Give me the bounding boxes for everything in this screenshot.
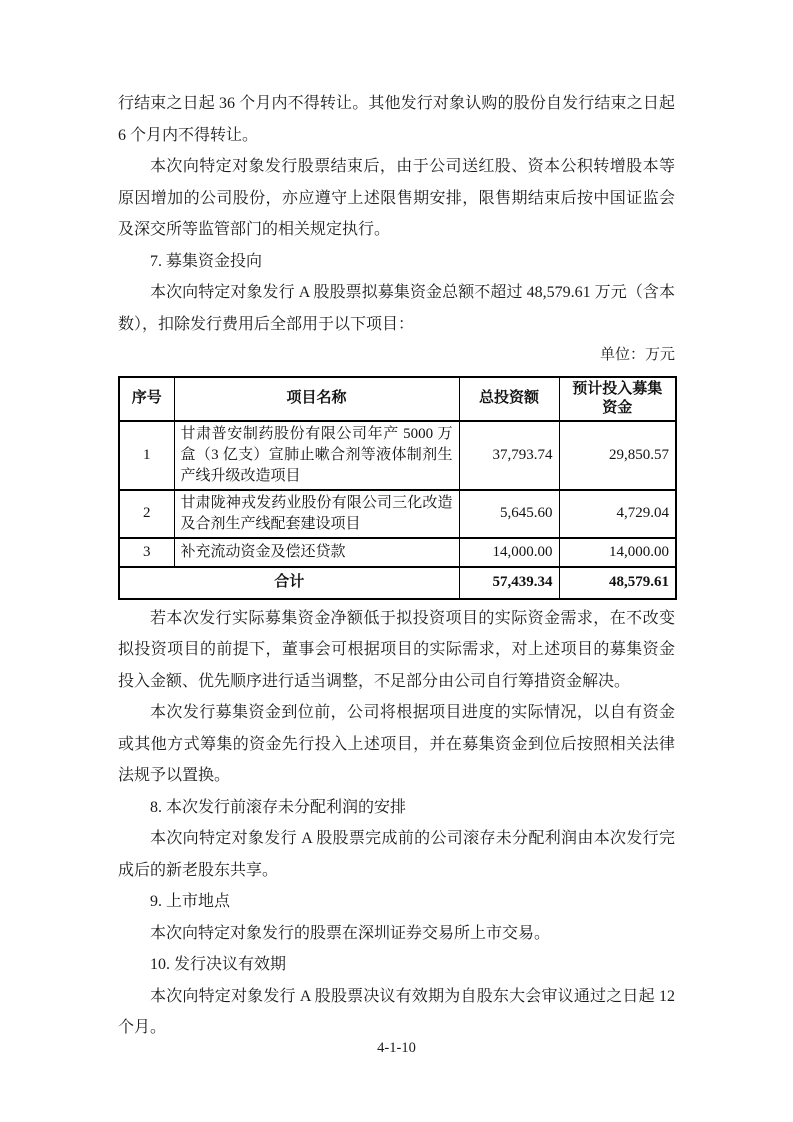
column-header-project-name: 项目名称 xyxy=(174,377,459,421)
column-header-no: 序号 xyxy=(119,377,174,421)
table-total-row xyxy=(119,567,676,599)
cell-row2-no: 2 xyxy=(119,490,174,538)
cell-row3-total-investment: 14,000.00 xyxy=(459,538,559,567)
cell-row2-raised-funds: 4,729.04 xyxy=(559,490,676,538)
heading-section-7: 7. 募集资金投向 xyxy=(150,252,263,270)
para-prefund-replacement: 本次发行募集资金到位前，公司将根据项目进度的实际情况，以自有资金或其他方式筹集的资金先行投入上述项目，并在募集资金到位后按照相关法律法规予以置换。 xyxy=(118,704,675,784)
cell-raised-funds-sum: 48,579.61 xyxy=(559,567,676,599)
para-raise-total: 本次向特定对象发行 A 股股票拟募集资金总额不超过 48,579.61 万元（含本数），扣除发行费用后全部用于以下项目： xyxy=(118,284,675,333)
cell-row1-no: 1 xyxy=(119,421,174,490)
heading-section-9: 9. 上市地点 xyxy=(150,893,231,910)
unit-label: 单位：万元 xyxy=(599,347,675,363)
column-header-raised-funds: 预计投入募集资金 xyxy=(559,377,676,421)
para-resolution-validity: 本次向特定对象发行 A 股股票决议有效期为自股东大会审议通过之日起 12 个月。 xyxy=(118,987,675,1036)
table-row xyxy=(119,490,676,538)
fund-use-table xyxy=(118,376,677,600)
cell-row3-project-name: 补充流动资金及偿还贷款 xyxy=(174,538,459,567)
cell-row2-total-investment: 5,645.60 xyxy=(459,490,559,538)
table-header-row xyxy=(119,377,676,421)
para-retained-profit: 本次向特定对象发行 A 股股票完成前的公司滚存未分配利润由本次发行完成后的新老股东共享。 xyxy=(118,830,675,879)
cell-row3-raised-funds: 14,000.00 xyxy=(559,538,676,567)
page-number: 4-1-10 xyxy=(377,1040,416,1056)
cell-row3-no: 3 xyxy=(119,538,174,567)
heading-section-10: 10. 发行决议有效期 xyxy=(150,956,287,973)
heading-section-8: 8. 本次发行前滚存未分配利润的安排 xyxy=(150,798,407,816)
table-row xyxy=(119,538,676,567)
cell-row2-project-name: 甘肃陇神戎发药业股份有限公司三化改造及合剂生产线配套建设项目 xyxy=(174,490,459,538)
para-shortfall-adjustment: 若本次发行实际募集资金净额低于拟投资项目的实际资金需求，在不改变拟投资项目的前提下，董事会可根据项目的实际需求，对上述项目的募集资金投入金额、优先顺序进行适当调整，不足部分由公司自行筹措资金解决。 xyxy=(118,609,675,690)
cell-total-investment-sum: 57,439.34 xyxy=(459,567,559,599)
page-content xyxy=(118,88,675,1044)
column-header-total-investment: 总投资额 xyxy=(459,377,559,421)
para-bonus-shares: 本次向特定对象发行股票结束后，由于公司送红股、资本公积转增股本等原因增加的公司股份，亦应遵守上述限售期安排，限售期结束后按中国证监会及深交所等监管部门的相关规定执行。 xyxy=(118,158,675,238)
para-listing-venue: 本次向特定对象发行的股票在深圳证券交易所上市交易。 xyxy=(150,924,551,942)
para-transfer-restriction-continuation: 行结束之日起 36 个月内不得转让。其他发行对象认购的股份自发行结束之日起 6 个月内不得转让。 xyxy=(118,95,675,144)
cell-total-label: 合计 xyxy=(119,567,459,599)
table-row xyxy=(119,421,676,490)
cell-row1-raised-funds: 29,850.57 xyxy=(559,421,676,490)
cell-row1-total-investment: 37,793.74 xyxy=(459,421,559,490)
cell-row1-project-name: 甘肃普安制药股份有限公司年产 5000 万盒（3 亿支）宣肺止嗽合剂等液体制剂生产线升级改造项目 xyxy=(174,421,459,490)
